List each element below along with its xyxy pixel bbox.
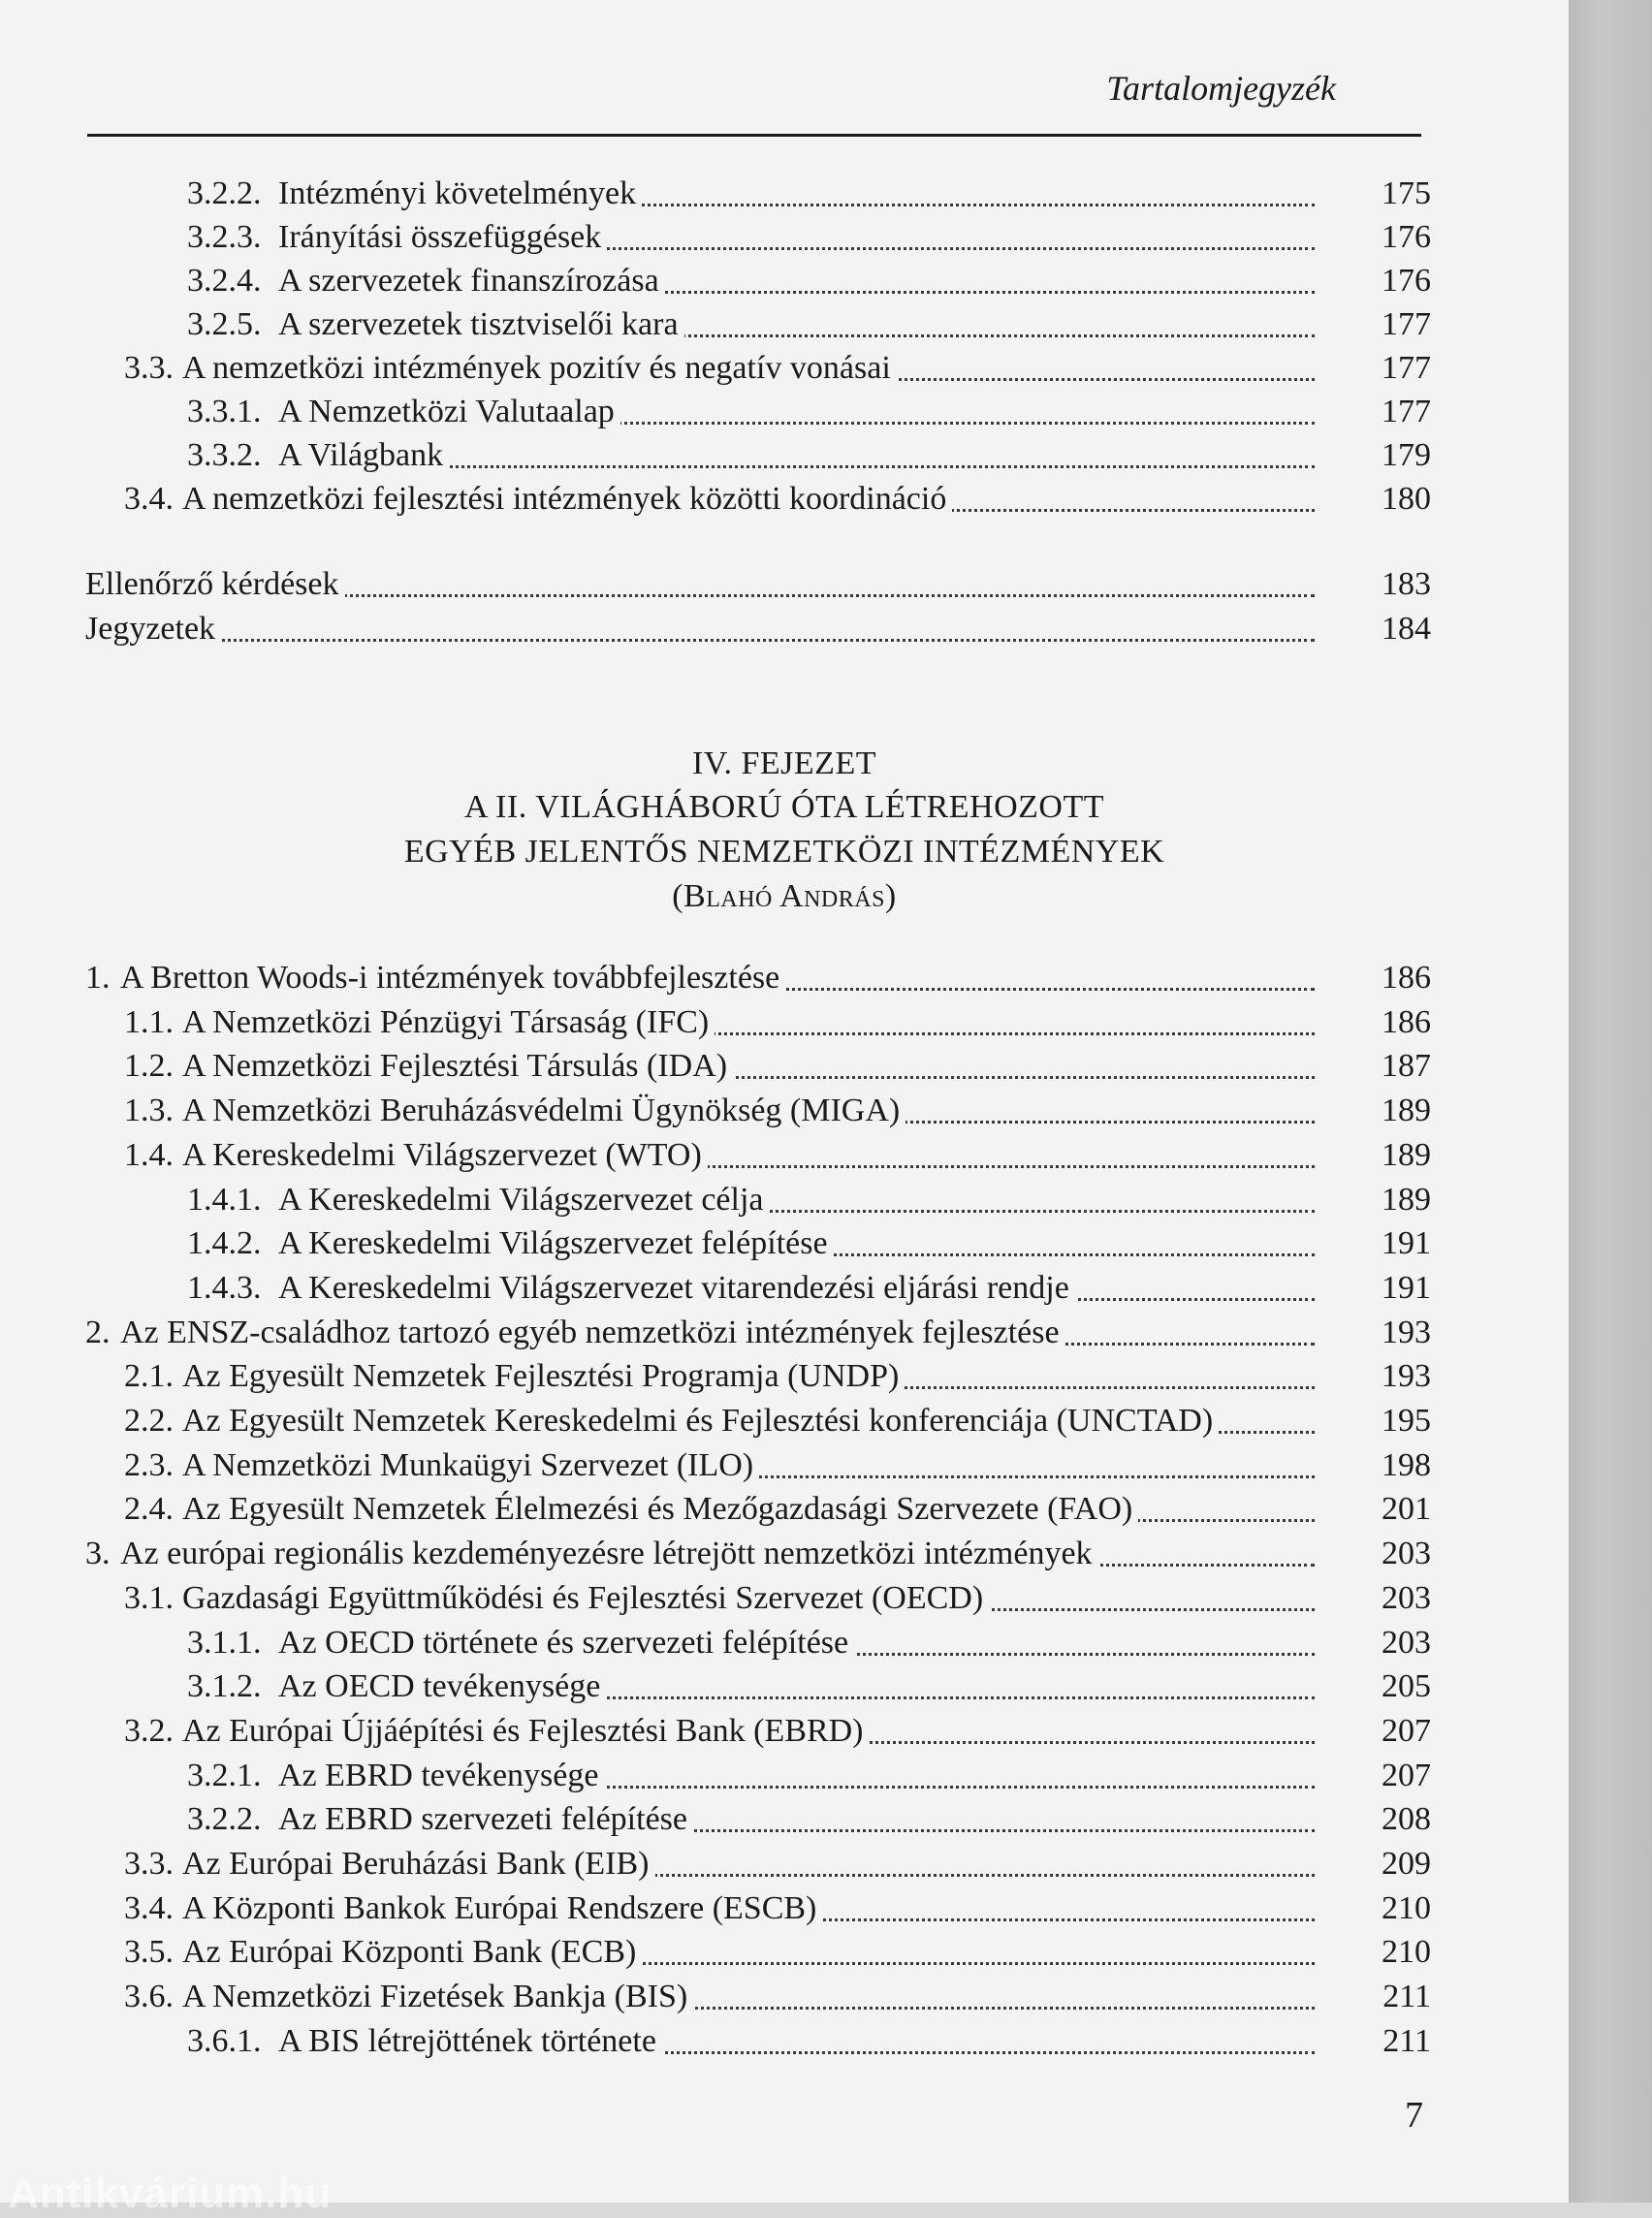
toc-entry-page: 193 <box>1382 1358 1431 1395</box>
toc-entry-number: 3.3. <box>124 350 174 386</box>
toc-entry-number: 1.4. <box>124 1136 174 1173</box>
toc-entry-title: A Bretton Woods-i intézmények továbbfejlesztése <box>120 956 785 1000</box>
toc-entry-title: A Világbank <box>278 433 449 478</box>
toc-entry-page: 189 <box>1382 1136 1431 1173</box>
toc-entry-title: A Nemzetközi Munkaügyi Szervezet (ILO) <box>182 1443 759 1488</box>
toc-entry-page: 211 <box>1382 2022 1431 2059</box>
toc-entry-title: A Kereskedelmi Világszervezet vitarendezési eljárási rendje <box>278 1266 1075 1311</box>
toc-entry-title: Ellenőrző kérdések <box>85 562 345 607</box>
toc-entry-page: 191 <box>1382 1225 1431 1262</box>
toc-entry-page: 186 <box>1382 1003 1431 1040</box>
toc-entry-page: 177 <box>1382 306 1431 342</box>
toc-entry-title: Az OECD története és szervezeti felépítése <box>278 1621 854 1665</box>
toc-entry-number: 2.4. <box>124 1491 174 1528</box>
toc-entry-page: 177 <box>1382 394 1431 429</box>
toc-entry-number: 3.1.1. <box>187 1624 262 1661</box>
toc-entry-page: 189 <box>1382 1181 1431 1218</box>
toc-entry-title: A Nemzetközi Valutaalap <box>278 390 620 434</box>
toc-entry-number: 2.2. <box>124 1403 174 1439</box>
toc-entry-number: 2. <box>85 1314 111 1350</box>
toc-entry-number: 1.1. <box>124 1003 174 1040</box>
toc-entry-number: 1.2. <box>124 1048 174 1085</box>
toc-entry-title: A Központi Bankok Európai Rendszere (ESCB) <box>182 1886 822 1931</box>
chapter-title-line1: A II. VILÁGHÁBORÚ ÓTA LÉTREHOZOTT <box>463 789 1105 825</box>
toc-entry-number: 2.1. <box>124 1358 174 1395</box>
toc-entry <box>0 1089 1569 1133</box>
toc-entry-page: 205 <box>1382 1668 1431 1705</box>
toc-entry-number: 3.1.2. <box>187 1668 262 1705</box>
toc-entry-number: 3.5. <box>124 1934 174 1971</box>
toc-entry-number: 1.4.1. <box>187 1181 262 1218</box>
running-header: Tartalomjegyzék <box>1106 69 1336 108</box>
toc-entry <box>0 1354 1569 1399</box>
chapter-author: (Blahó András) <box>672 878 897 914</box>
toc-entry-page: 179 <box>1382 437 1431 473</box>
toc-entry-page: 210 <box>1382 1889 1431 1926</box>
toc-entry-title: Az ENSZ-családhoz tartozó egyéb nemzetközi intézmények fejlesztése <box>120 1311 1065 1355</box>
toc-entry-page: 209 <box>1382 1846 1431 1882</box>
toc-entry-title: Az európai regionális kezdeményezésre létrejött nemzetközi intézmények <box>120 1532 1098 1576</box>
toc-entry-number: 3.2.1. <box>187 1757 262 1793</box>
toc-entry-title: A szervezetek tisztviselői kara <box>278 302 684 347</box>
toc-entry-number: 3.3.1. <box>187 394 262 429</box>
toc-entry-page: 203 <box>1382 1536 1431 1572</box>
toc-entry-page: 193 <box>1382 1314 1431 1350</box>
toc-entry-number: 1.3. <box>124 1093 174 1129</box>
toc-entry <box>0 1133 1569 1178</box>
toc-entry-number: 3.2.4. <box>187 263 262 299</box>
toc-entry-title: Az OECD tevékenysége <box>278 1664 606 1709</box>
toc-entry <box>0 607 1569 651</box>
toc-entry-title: A nemzetközi intézmények pozitív és negatív vonásai <box>182 346 897 391</box>
toc-entry-page: 186 <box>1382 960 1431 996</box>
toc-entry-number: 3.3.2. <box>187 437 262 473</box>
toc-entry <box>0 1044 1569 1089</box>
toc-entry <box>0 1930 1569 1975</box>
chapter-title-line2: EGYÉB JELENTŐS NEMZETKÖZI INTÉZMÉNYEK <box>403 834 1165 870</box>
toc-entry-number: 3.6. <box>124 1979 174 2015</box>
toc-entry-page: 207 <box>1382 1712 1431 1749</box>
toc-entry <box>0 1975 1569 2019</box>
toc-entry-title: A Kereskedelmi Világszervezet célja <box>278 1178 770 1222</box>
toc-entry <box>0 1709 1569 1754</box>
toc-entry-title: Az Egyesült Nemzetek Fejlesztési Programja (UNDP) <box>182 1354 905 1399</box>
toc-entry <box>0 1221 1569 1266</box>
toc-entry-page: 177 <box>1382 350 1431 386</box>
toc-entry-title: A szervezetek finanszírozása <box>278 259 665 303</box>
toc-entry <box>0 215 1569 260</box>
toc-entry-page: 208 <box>1382 1801 1431 1838</box>
toc-entry-title: Irányítási összefüggések <box>278 215 607 260</box>
toc-entry-page: 189 <box>1382 1093 1431 1129</box>
toc-entry-number: 3.2.2. <box>187 175 262 211</box>
toc-entry <box>0 1576 1569 1621</box>
toc-entry-title: Az Egyesült Nemzetek Kereskedelmi és Fejlesztési konferenciája (UNCTAD) <box>182 1399 1219 1443</box>
watermark-text: Antikvárium.hu <box>8 2170 333 2217</box>
toc-entry <box>0 302 1569 347</box>
toc-entry <box>0 1532 1569 1576</box>
toc-entry <box>0 1178 1569 1222</box>
toc-entry-number: 3.2.2. <box>187 1801 262 1838</box>
toc-entry-page: 176 <box>1382 263 1431 299</box>
toc-entry <box>0 172 1569 216</box>
toc-entry-title: Az Európai Újjáépítési és Fejlesztési Bank (EBRD) <box>182 1709 870 1754</box>
toc-entry <box>0 1266 1569 1311</box>
toc-entry-number: 3. <box>85 1536 111 1572</box>
toc-entry-number: 3.2.3. <box>187 219 262 255</box>
toc-entry-title: A Nemzetközi Fejlesztési Társulás (IDA) <box>182 1044 733 1089</box>
toc-entry-title: A BIS létrejöttének története <box>278 2019 662 2064</box>
toc-entry-number: 3.1. <box>124 1579 174 1616</box>
toc-entry <box>0 433 1569 478</box>
toc-entry <box>0 1664 1569 1709</box>
toc-entry <box>0 2019 1569 2064</box>
toc-entry-page: 203 <box>1382 1579 1431 1616</box>
toc-entry-page: 187 <box>1382 1048 1431 1085</box>
toc-entry-page: 195 <box>1382 1403 1431 1439</box>
toc-entry-title: A nemzetközi fejlesztési intézmények közötti koordináció <box>182 477 952 522</box>
toc-entry <box>0 1754 1569 1798</box>
toc-entry-title: A Nemzetközi Pénzügyi Társaság (IFC) <box>182 1000 715 1045</box>
toc-entry <box>0 1399 1569 1443</box>
toc-entry <box>0 562 1569 607</box>
toc-entry-page: 180 <box>1382 481 1431 517</box>
toc-entry <box>0 956 1569 1000</box>
toc-entry-page: 183 <box>1382 566 1431 602</box>
page-number: 7 <box>1405 2095 1423 2136</box>
toc-entry <box>0 1886 1569 1931</box>
toc-entry-title: Intézményi követelmények <box>278 172 642 216</box>
toc-entry-title: Jegyzetek <box>85 607 221 651</box>
toc-entry-page: 198 <box>1382 1446 1431 1483</box>
toc-entry-page: 191 <box>1382 1269 1431 1306</box>
toc-entry-number: 3.4. <box>124 481 174 517</box>
toc-entry-number: 3.4. <box>124 1889 174 1926</box>
toc-entry-title: Az Egyesült Nemzetek Élelmezési és Mezőgazdasági Szervezete (FAO) <box>182 1487 1138 1532</box>
toc-entry <box>0 1311 1569 1355</box>
toc-entry-number: 3.6.1. <box>187 2022 262 2059</box>
toc-entry <box>0 1621 1569 1665</box>
header-rule <box>87 134 1421 137</box>
toc-entry-page: 184 <box>1382 611 1431 647</box>
toc-entry-number: 1. <box>85 960 111 996</box>
toc-entry-page: 203 <box>1382 1624 1431 1661</box>
toc-entry-title: A Nemzetközi Fizetések Bankja (BIS) <box>182 1975 693 2019</box>
toc-entry-title: A Kereskedelmi Világszervezet felépítése <box>278 1221 834 1266</box>
toc-entry-number: 3.3. <box>124 1846 174 1882</box>
toc-entry <box>0 1487 1569 1532</box>
toc-entry-number: 2.3. <box>124 1446 174 1483</box>
toc-entry <box>0 390 1569 434</box>
toc-entry-title: Gazdasági Együttműködési és Fejlesztési Szervezet (OECD) <box>182 1576 989 1621</box>
toc-entry-page: 201 <box>1382 1491 1431 1528</box>
toc-dot-leader <box>298 465 1315 468</box>
toc-entry-title: Az EBRD szervezeti felépítése <box>278 1797 693 1842</box>
toc-entry <box>0 477 1569 522</box>
toc-entry-page: 176 <box>1382 219 1431 255</box>
toc-entry-page: 211 <box>1382 1979 1431 2015</box>
toc-entry-number: 3.2. <box>124 1712 174 1749</box>
toc-dot-leader <box>105 639 1315 642</box>
toc-entry-title: Az EBRD tevékenysége <box>278 1754 604 1798</box>
toc-entry-number: 3.2.5. <box>187 306 262 342</box>
page-edge-shadow <box>1569 0 1652 2202</box>
toc-entry-page: 210 <box>1382 1934 1431 1971</box>
toc-entry-title: Az Európai Beruházási Bank (EIB) <box>182 1842 655 1886</box>
toc-entry <box>0 1000 1569 1045</box>
toc-entry-page: 175 <box>1382 175 1431 211</box>
toc-entry-title: A Kereskedelmi Világszervezet (WTO) <box>182 1133 708 1178</box>
toc-entry-page: 207 <box>1382 1757 1431 1793</box>
toc-entry-title: Az Európai Központi Bank (ECB) <box>182 1930 642 1975</box>
toc-entry-title: A Nemzetközi Beruházásvédelmi Ügynökség (MIGA) <box>182 1089 905 1133</box>
toc-entry <box>0 1443 1569 1488</box>
toc-entry <box>0 346 1569 391</box>
toc-entry-number: 1.4.3. <box>187 1269 262 1306</box>
toc-entry <box>0 259 1569 303</box>
toc-entry <box>0 1842 1569 1886</box>
toc-entry <box>0 1797 1569 1842</box>
toc-entry-number: 1.4.2. <box>187 1225 262 1262</box>
chapter-label: IV. FEJEZET <box>692 745 876 781</box>
